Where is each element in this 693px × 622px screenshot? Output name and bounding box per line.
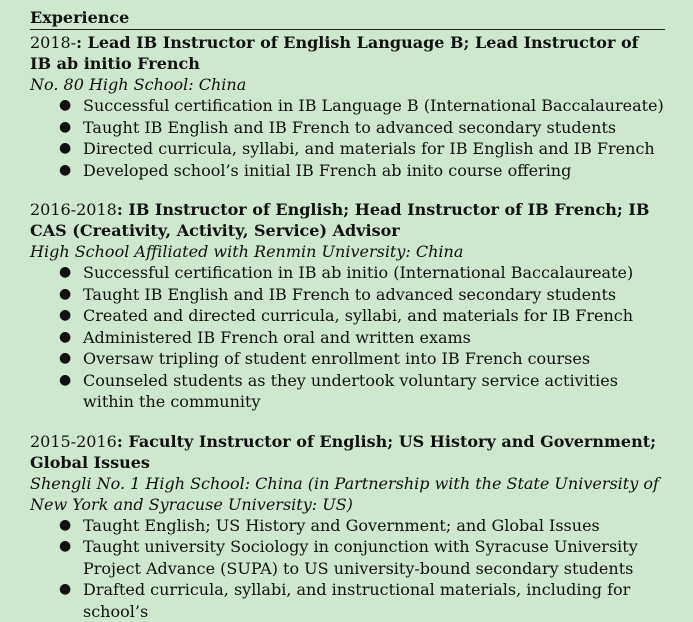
- list-item: [83, 348, 665, 370]
- list-item: [83, 515, 665, 537]
- list-item: [83, 95, 665, 117]
- job-dates: 2015-2016: [30, 432, 117, 451]
- job-bullets: [30, 515, 665, 622]
- job-entry-1: [30, 32, 665, 181]
- bullet-text: Successful certification in IB Language B (International Baccalaureate): [83, 96, 664, 115]
- bullet-icon: ●: [59, 348, 71, 370]
- bullet-text: Taught English; US History and Government; and Global Issues: [83, 516, 600, 535]
- bullet-text: Drafted curricula, syllabi, and instructional materials, including for school’s: [83, 580, 630, 621]
- bullet-icon: ●: [59, 262, 71, 284]
- bullet-icon: ●: [59, 370, 71, 392]
- bullet-text: Taught IB English and IB French to advanced secondary students: [83, 285, 616, 304]
- bullet-text: Administered IB French oral and written exams: [83, 328, 471, 347]
- list-item: [83, 536, 665, 579]
- job-entry-3: [30, 431, 665, 622]
- bullet-text: Developed school’s initial IB French ab inito course offering: [83, 161, 571, 180]
- job-separator: :: [117, 200, 128, 219]
- list-item: [83, 117, 665, 139]
- job-heading: [30, 431, 665, 473]
- bullet-icon: ●: [59, 327, 71, 349]
- bullet-text: Oversaw tripling of student enrollment into IB French courses: [83, 349, 590, 368]
- bullet-icon: ●: [59, 284, 71, 306]
- job-bullets: [30, 262, 665, 413]
- bullet-icon: ●: [59, 515, 71, 537]
- job-separator: :: [117, 432, 128, 451]
- list-item: [83, 305, 665, 327]
- job-dates: 2016-2018: [30, 200, 117, 219]
- job-title: Faculty Instructor of English; US History and Government; Global Issues: [30, 432, 656, 472]
- job-employer: Shengli No. 1 High School: China (in Partnership with the State University of New York and Syracuse University: US): [30, 473, 665, 515]
- job-employer: High School Affiliated with Renmin University: China: [30, 241, 665, 262]
- bullet-icon: ●: [59, 138, 71, 160]
- job-dates: 2018-: [30, 33, 76, 52]
- list-item: [83, 327, 665, 349]
- job-entry-2: [30, 199, 665, 413]
- list-item: [83, 138, 665, 160]
- section-title: Experience: [30, 7, 665, 30]
- bullet-icon: ●: [59, 305, 71, 327]
- bullet-text: Taught IB English and IB French to advanced secondary students: [83, 118, 616, 137]
- bullet-text: Created and directed curricula, syllabi, and materials for IB French: [83, 306, 633, 325]
- list-item: [83, 262, 665, 284]
- bullet-icon: ●: [59, 536, 71, 558]
- job-heading: [30, 199, 665, 241]
- list-item: [83, 160, 665, 182]
- list-item: [83, 284, 665, 306]
- bullet-text: Directed curricula, syllabi, and materials for IB English and IB French: [83, 139, 655, 158]
- job-title: IB Instructor of English; Head Instructor of IB French; IB CAS (Creativity, Activity, Service) Advisor: [30, 200, 649, 240]
- list-item: [83, 370, 665, 413]
- resume-page: [30, 7, 665, 622]
- bullet-text: Taught university Sociology in conjunction with Syracuse University Project Advance (SUPA) to US university-bound secondary students: [83, 537, 638, 578]
- job-heading: [30, 32, 665, 74]
- bullet-text: Successful certification in IB ab initio (International Baccalaureate): [83, 263, 633, 282]
- job-bullets: [30, 95, 665, 181]
- job-employer: No. 80 High School: China: [30, 74, 665, 95]
- bullet-text: Counseled students as they undertook voluntary service activities within the community: [83, 371, 618, 412]
- job-separator: :: [76, 33, 87, 52]
- bullet-icon: ●: [59, 579, 71, 601]
- bullet-icon: ●: [59, 160, 71, 182]
- job-title: Lead IB Instructor of English Language B; Lead Instructor of IB ab initio French: [30, 33, 639, 73]
- bullet-icon: ●: [59, 117, 71, 139]
- list-item: [83, 579, 665, 622]
- bullet-icon: ●: [59, 95, 71, 117]
